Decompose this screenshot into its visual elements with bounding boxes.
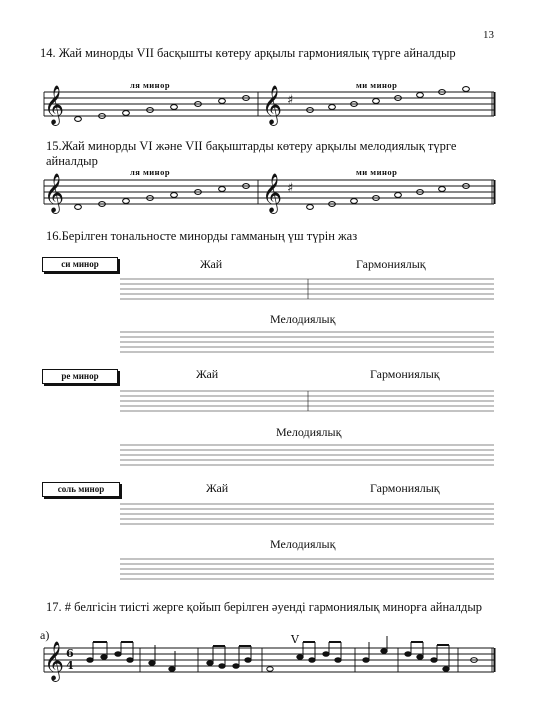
scale-e-minor-14 (307, 87, 470, 113)
task-14-title: 14. Жай минорды VII басқышты көтеру арқылы гармониялық түрге айналдыр (40, 46, 456, 60)
treble-clef-icon: 𝄞 (262, 85, 283, 125)
scale-a-minor-14 (75, 96, 250, 122)
blank-staff-2b (120, 445, 494, 465)
task-15-key-right: ми минор (356, 167, 398, 177)
sharp-icon: ♯ (287, 181, 294, 196)
label-natural-3: Жай (206, 481, 229, 495)
task-14-key-right: ми минор (356, 80, 398, 90)
task-15-title: 15.Жай минорды VI және VII бақыштарды көтеру арқылы мелодиялық түрге айналдыр (46, 139, 457, 168)
label-melodic-2: Мелодиялық (276, 425, 342, 439)
key-box-d-minor: ре минор (42, 369, 118, 384)
label-harmonic-3: Гармониялық (370, 481, 440, 495)
treble-clef-icon: 𝄞 (44, 641, 65, 681)
treble-clef-icon: 𝄞 (44, 173, 65, 213)
label-harmonic-1: Гармониялық (356, 257, 426, 271)
task-14-key-left: ля минор (130, 80, 171, 90)
task-17-title: 17. # белгісін тиісті жерге қойып берілген әуенді гармониялық минорға айналдыр (46, 600, 483, 614)
scale-a-minor-15 (75, 184, 250, 210)
blank-staff-2a (120, 391, 494, 411)
page-number: 13 (483, 29, 494, 41)
task-15-key-left: ля минор (130, 167, 171, 177)
sharp-icon: ♯ (287, 93, 294, 108)
blank-staff-1a (120, 279, 494, 299)
blank-staff-1b (120, 332, 494, 352)
time-signature-top: 6 (66, 647, 74, 660)
label-melodic-3: Мелодиялық (270, 537, 336, 551)
label-harmonic-2: Гармониялық (370, 367, 440, 381)
time-signature-bottom: 4 (66, 659, 74, 672)
blank-staff-3b (120, 559, 494, 579)
label-natural-2: Жай (196, 367, 219, 381)
scale-e-minor-15 (307, 184, 470, 210)
treble-clef-icon: 𝄞 (262, 173, 283, 213)
breath-mark: V (291, 633, 299, 646)
label-natural-1: Жай (200, 257, 223, 271)
blank-staff-3a (120, 504, 494, 524)
task-17-sub-label: а) (40, 628, 50, 642)
key-box-b-minor: си минор (42, 257, 118, 272)
label-melodic-1: Мелодиялық (270, 312, 336, 326)
treble-clef-icon: 𝄞 (44, 85, 65, 125)
staff-task-17 (44, 648, 495, 672)
task-16-title: 16.Берілген тональносте минорды гамманың үш түрін жаз (46, 229, 358, 243)
key-box-g-minor: соль минор (42, 482, 120, 497)
